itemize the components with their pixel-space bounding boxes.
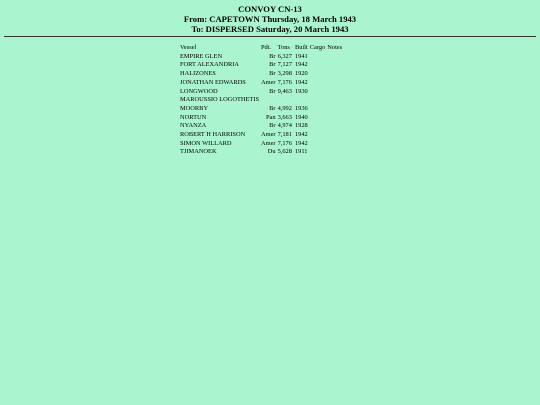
vessel-flag: Amer [261,78,276,86]
vessel-tons: 7,127 [277,61,292,69]
vessel-tons: 4,992 [277,104,292,112]
vessel-tons: 6,327 [277,52,292,60]
convoy-title: CONVOY CN-13 [238,4,302,14]
vessel-flag: Amer [261,131,276,139]
table-row [180,96,342,105]
convoy-header [0,0,540,34]
vessel-notes [327,79,342,88]
vessel-built: 1942 [294,78,308,86]
vessel-built: 1911 [294,148,308,156]
vessel-name: SIMON WILLARD [180,139,232,147]
vessel-flag: Br [269,122,276,130]
vessel-built: 1930 [294,87,308,95]
vessel-tons: 9,463 [277,87,292,95]
vessel-cargo [310,61,328,70]
table-row [180,88,342,97]
vessel-built: 1942 [294,139,308,147]
vessel-cargo [310,79,328,88]
table-row [180,79,342,88]
vessel-cargo [310,140,328,149]
vessel-tons: 7,176 [277,78,292,86]
vessel-name: HALIZONES [180,70,216,78]
vessel-name: EMPIRE GLEN [180,52,223,60]
vessel-name: FORT ALEXANDRIA [180,61,239,69]
vessel-cargo [310,70,328,79]
vessel-notes [327,96,342,105]
vessel-flag: Br [269,104,276,112]
table-row [180,114,342,123]
vessel-built: 1928 [294,122,308,130]
vessel-cargo [310,114,328,123]
vessel-name: MOORBY [180,104,209,112]
vessel-cargo [310,105,328,114]
column-header-notes: Notes [327,44,343,51]
vessel-tons: 7,176 [277,139,292,147]
vessel-cargo [310,88,328,97]
vessel-notes [327,140,342,149]
vessel-flag [261,96,278,105]
table-row [180,61,342,70]
vessel-notes [327,148,342,157]
vessel-name: LONGWOOD [180,87,218,95]
table-row [180,70,342,79]
vessel-cargo [310,53,328,62]
vessel-tons [278,96,295,105]
vessel-flag: Br [269,52,276,60]
vessel-name: MAROUSSIO LOGOTHETIS [180,96,259,104]
column-header-vessel: Vessel [180,44,197,51]
vessel-built: 1941 [294,52,308,60]
vessel-tons: 4,974 [277,122,292,130]
table-row [180,122,342,131]
vessel-notes [327,70,342,79]
table-row [180,148,342,157]
vessel-name: ROBERT H HARRISON [180,131,246,139]
column-header-tons: Tons [277,44,290,51]
vessel-cargo [310,148,328,157]
vessel-flag: Br [269,61,276,69]
column-header-built: Built [294,44,308,51]
vessel-notes [327,88,342,97]
column-header-cargo: Cargo [309,44,326,51]
vessel-built: 1940 [294,113,308,121]
vessel-built: 1920 [294,70,308,78]
vessel-built: 1936 [294,104,308,112]
vessel-tons: 5,628 [277,148,292,156]
convoy-destination: To: DISPERSED Saturday, 20 March 1943 [191,24,349,34]
table-row [180,53,342,62]
vessel-flag: Amer [261,139,276,147]
vessel-notes [327,114,342,123]
column-header-flag: Pdt. [261,44,272,51]
vessel-built: 1942 [294,131,308,139]
vessel-name: NORTUN [180,113,207,121]
vessel-cargo [310,122,328,131]
vessel-flag: Pan [265,113,276,121]
vessel-notes [327,53,342,62]
table-header-row [180,44,342,53]
table-row [180,131,342,140]
vessel-notes [327,105,342,114]
table-row [180,105,342,114]
vessel-notes [327,61,342,70]
vessel-built: 1942 [294,61,308,69]
vessel-tons: 7,181 [277,131,292,139]
vessel-name: TJIMANOEK [180,148,217,156]
vessel-name: NYANZA [180,122,207,130]
vessel-cargo [310,96,328,105]
vessel-built [295,96,310,105]
vessel-notes [327,122,342,131]
header-divider [4,36,536,37]
vessel-flag: Br [269,70,276,78]
vessel-table [180,44,342,157]
vessel-name: JONATHAN EDWARDS [180,78,246,86]
vessel-cargo [310,131,328,140]
vessel-tons: 3,298 [277,70,292,78]
vessel-tons: 3,663 [277,113,292,121]
vessel-flag: Br [269,87,276,95]
vessel-notes [327,131,342,140]
table-row [180,140,342,149]
convoy-departure: From: CAPETOWN Thursday, 18 March 1943 [183,14,357,24]
vessel-flag: Du [267,148,276,156]
